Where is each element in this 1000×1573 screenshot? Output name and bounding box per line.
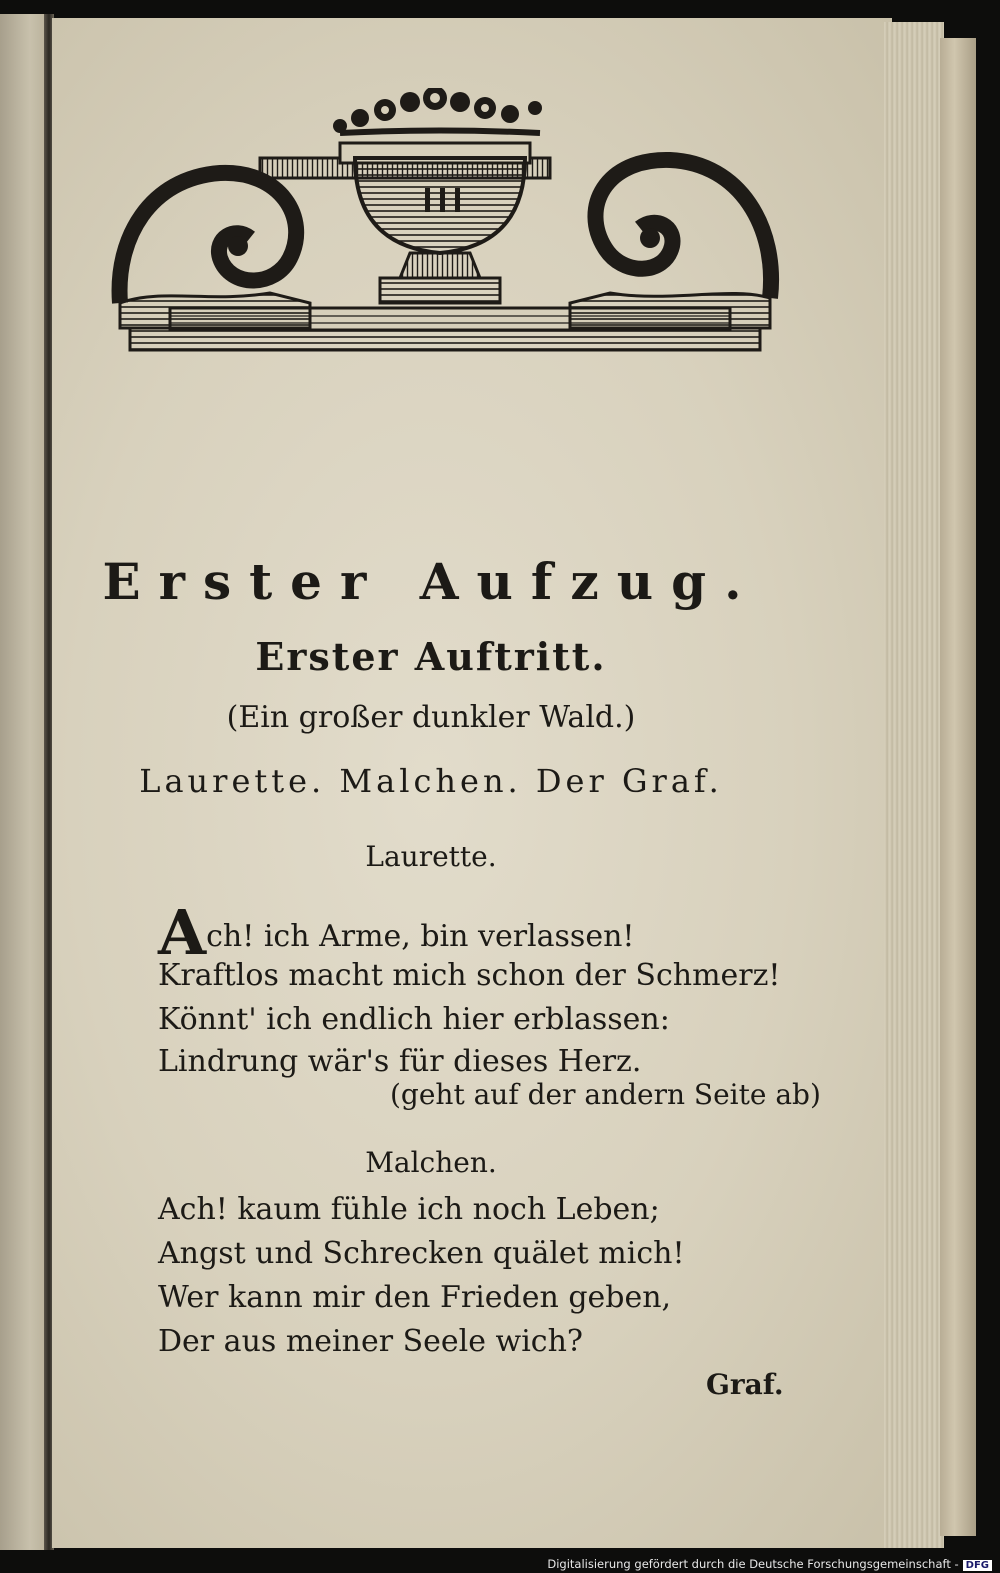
verse-line: Kraftlos macht mich schon der Schmerz! <box>158 958 781 993</box>
digitization-credit <box>547 1557 992 1571</box>
verse-line: Wer kann mir den Frieden geben, <box>158 1280 672 1315</box>
speaker-name: Malchen. <box>365 1146 497 1179</box>
drop-cap: A <box>158 896 207 969</box>
verse-line: Angst und Schrecken quälet mich! <box>158 1236 685 1271</box>
act-title: Erster Aufzug. <box>102 552 760 611</box>
page-block-edges <box>884 22 944 1548</box>
scene-setting: (Ein großer dunkler Wald.) <box>226 700 636 735</box>
verse-line <box>158 896 635 969</box>
stage-direction: (geht auf der andern Seite ab) <box>390 1078 821 1111</box>
character-list: Laurette. Malchen. Der Graf. <box>139 762 723 800</box>
catchword: Graf. <box>706 1368 784 1401</box>
verse-text: ch! ich Arme, bin verlassen! <box>206 919 635 954</box>
scene-title: Erster Auftritt. <box>255 634 607 679</box>
verse-line: Der aus meiner Seele wich? <box>158 1324 583 1359</box>
dfg-logo: DFG <box>963 1560 992 1571</box>
speaker-name: Laurette. <box>365 840 497 873</box>
verse-line: Könnt' ich endlich hier erblassen: <box>158 1002 670 1037</box>
urn-with-flowers-woodcut-icon <box>110 88 780 363</box>
book-cover-edge <box>940 38 976 1536</box>
credit-text: Digitalisierung gefördert durch die Deutsche Forschungsgemeinschaft - <box>547 1557 959 1571</box>
verse-line: Ach! kaum fühle ich noch Leben; <box>158 1192 660 1227</box>
verse-line: Lindrung wär's für dieses Herz. <box>158 1044 642 1079</box>
